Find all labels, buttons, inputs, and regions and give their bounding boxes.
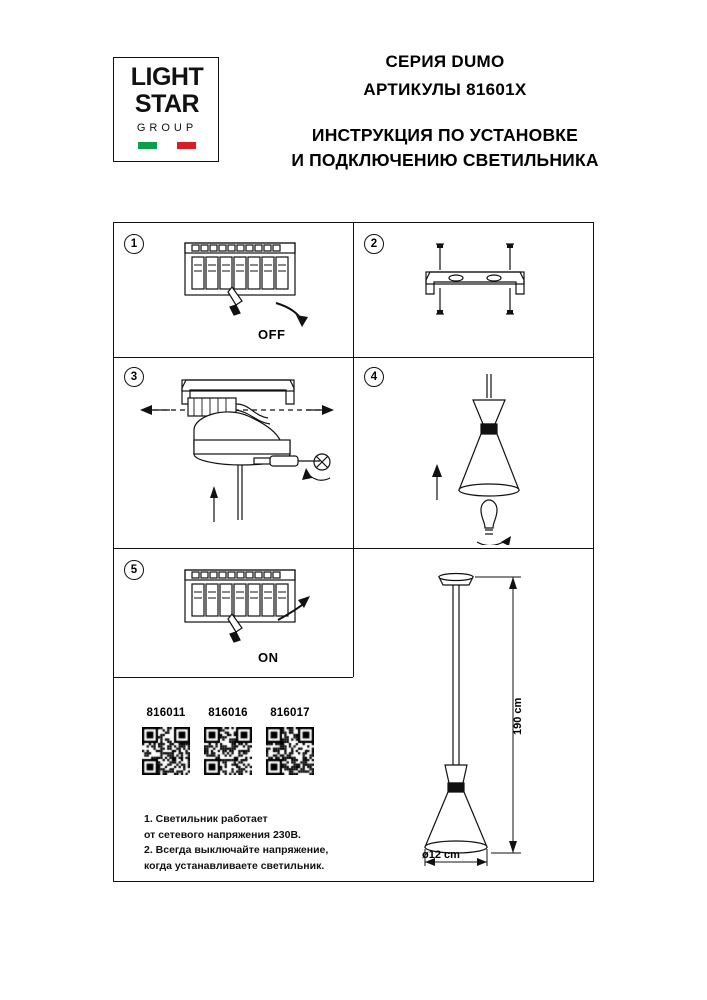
logo-wordmark [114,64,220,118]
height-dimension-label: 190 cm [512,697,524,735]
step-2-illustration [410,238,550,343]
step-1-illustration [170,235,330,350]
product-code-3: 816017 [270,707,310,719]
logo-subtext: GROUP [136,122,198,134]
logo-line-1: LIGHT [130,63,204,91]
divider-row-3 [113,677,353,678]
qr-code-2[interactable] [204,727,252,775]
step-4-illustration [415,370,570,545]
product-dimension-drawing [395,565,525,870]
note-line-1: 1. Светильник работает [144,813,268,825]
italian-flag-icon [138,142,196,149]
diameter-dimension-label: ø12 cm [422,849,460,861]
step-number-4: 4 [364,367,384,387]
step-number-1: 1 [124,234,144,254]
step-5-illustration [170,562,330,674]
document-title-line-1: ИНСТРУКЦИЯ ПО УСТАНОВКЕ [311,125,579,145]
note-line-4: когда устанавливаете светильник. [144,859,325,872]
qr-code-3[interactable] [266,727,314,775]
document-title-line-2: И ПОДКЛЮЧЕНИЮ СВЕТИЛЬНИКА [291,150,599,170]
document-title [245,123,645,173]
qr-code-1[interactable] [142,727,190,775]
product-code-1: 816011 [146,707,186,719]
note-line-3: 2. Всегда выключайте напряжение, [144,844,329,856]
step-1-caption: OFF [258,327,286,342]
logo-line-2: STAR [134,90,200,118]
step-3-illustration [130,370,355,545]
step-5-caption: ON [258,650,279,665]
brand-logo [113,57,219,162]
series-title: СЕРИЯ DUMO [385,52,505,71]
article-numbers: АРТИКУЛЫ 81601X [363,80,527,99]
product-code-2: 816016 [208,707,248,719]
safety-notes [144,812,344,874]
step-number-3: 3 [124,367,144,387]
step-number-5: 5 [124,560,144,580]
step-number-2: 2 [364,234,384,254]
note-line-2: от сетевого напряжения 230В. [144,828,301,841]
